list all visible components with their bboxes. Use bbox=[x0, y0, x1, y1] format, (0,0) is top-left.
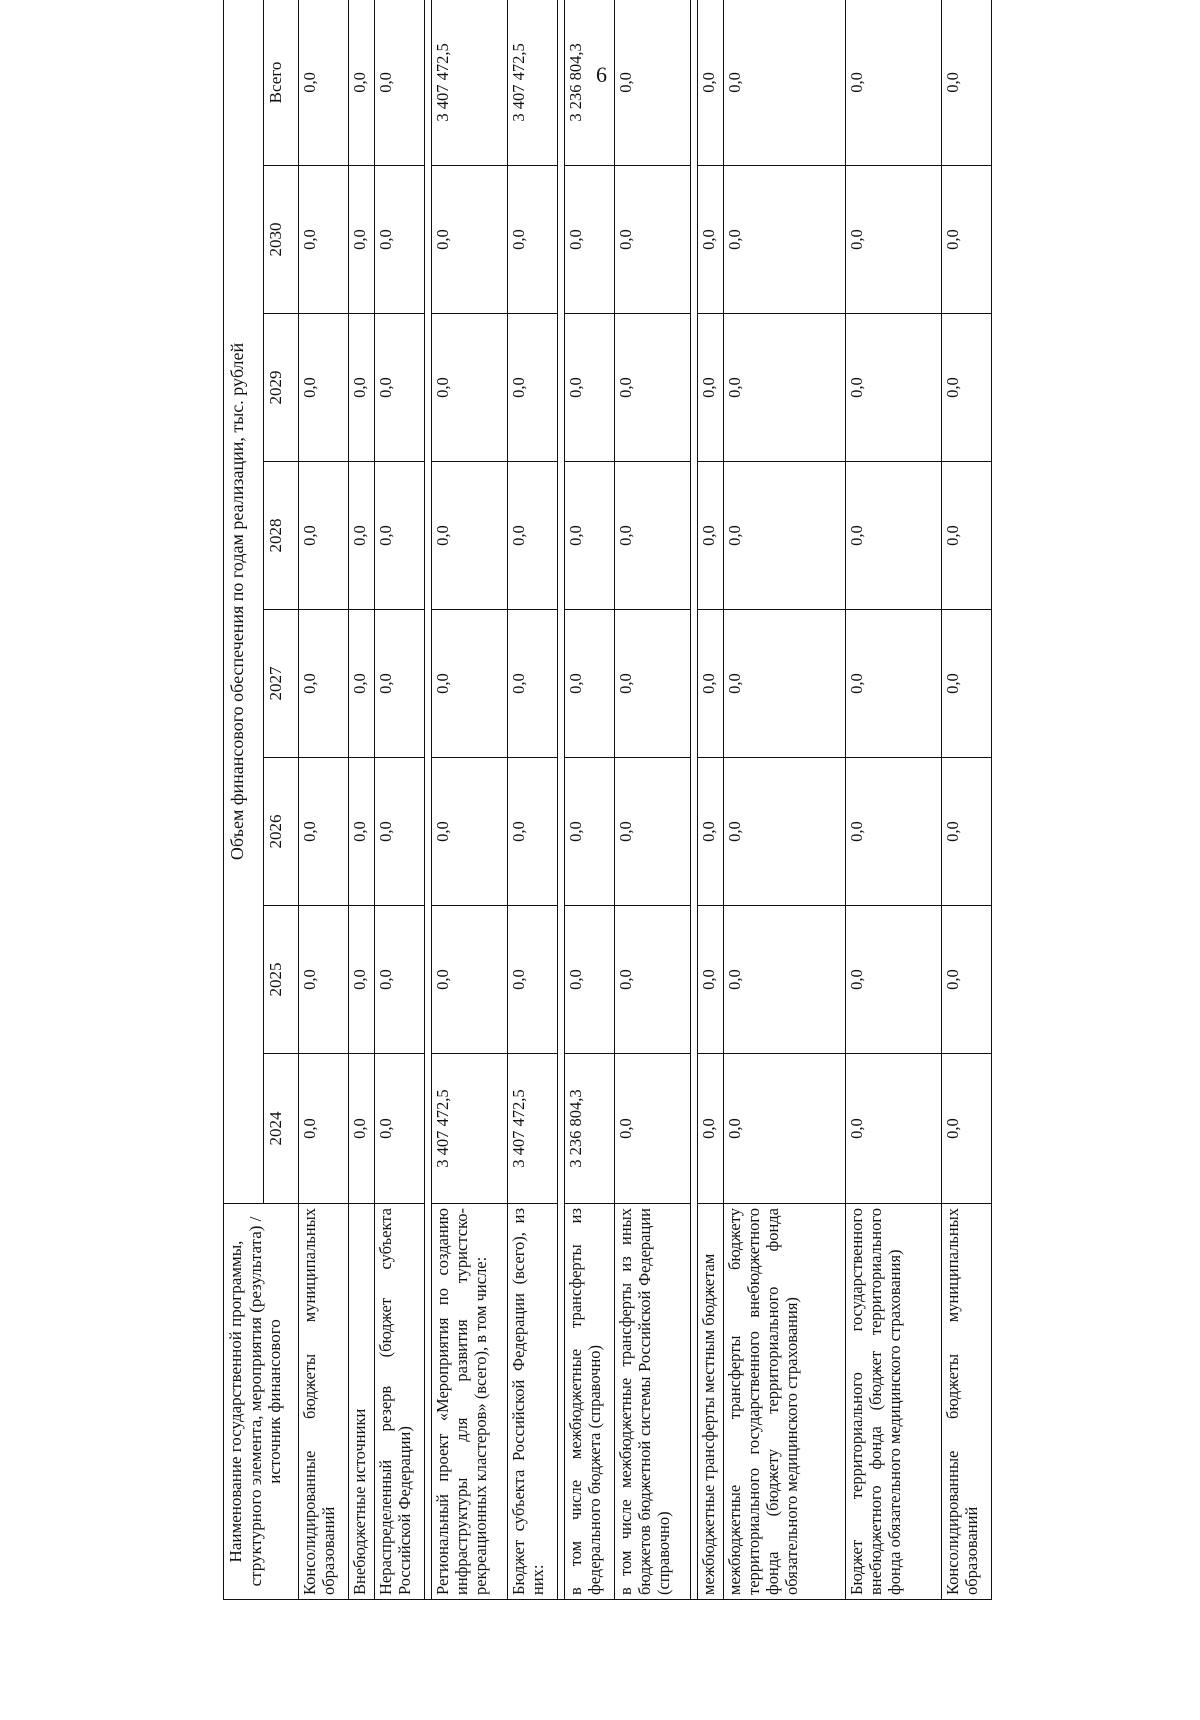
value-cell: 0,0 bbox=[299, 462, 349, 610]
value-cell: 0,0 bbox=[432, 462, 508, 610]
value-cell: 0,0 bbox=[299, 906, 349, 1054]
year-header-2025: 2025 bbox=[263, 906, 298, 1054]
value-cell: 0,0 bbox=[846, 610, 942, 758]
value-cell: 0,0 bbox=[698, 462, 724, 610]
value-cell: 0,0 bbox=[565, 906, 615, 1054]
value-cell: 0,0 bbox=[508, 166, 558, 314]
value-cell: 0,0 bbox=[615, 906, 691, 1054]
value-cell: 0,0 bbox=[698, 1054, 724, 1204]
value-cell: 0,0 bbox=[375, 462, 425, 610]
table-row bbox=[432, 0, 508, 1600]
value-cell: 0,0 bbox=[349, 314, 375, 462]
value-cell: 0,0 bbox=[942, 906, 992, 1054]
value-cell: 0,0 bbox=[698, 610, 724, 758]
value-cell: 0,0 bbox=[615, 166, 691, 314]
value-cell: 0,0 bbox=[299, 1054, 349, 1204]
value-cell: 0,0 bbox=[942, 462, 992, 610]
value-cell: 0,0 bbox=[349, 166, 375, 314]
table-row bbox=[942, 0, 992, 1600]
row-separator bbox=[425, 0, 432, 1600]
row-label: межбюджетные трансферты местным бюджетам bbox=[698, 1204, 724, 1600]
value-cell: 0,0 bbox=[375, 1054, 425, 1204]
value-cell: 0,0 bbox=[349, 906, 375, 1054]
value-cell: 0,0 bbox=[299, 758, 349, 906]
value-cell: 0,0 bbox=[432, 314, 508, 462]
value-cell: 0,0 bbox=[349, 758, 375, 906]
table-body bbox=[299, 0, 992, 1600]
value-cell: 0,0 bbox=[432, 906, 508, 1054]
value-cell: 0,0 bbox=[508, 314, 558, 462]
value-cell: 0,0 bbox=[565, 314, 615, 462]
value-cell: 0,0 bbox=[724, 758, 846, 906]
value-cell: 0,0 bbox=[615, 462, 691, 610]
row-label: межбюджетные трансферты бюджету территориального государственного внебюджетного фонда (бюджету территориального фонда обязательного медицинского страхования) bbox=[724, 1204, 846, 1600]
value-cell: 0,0 bbox=[942, 166, 992, 314]
value-cell: 0,0 bbox=[299, 610, 349, 758]
row-label: Нераспределенный резерв (бюджет субъекта Российской Федерации) bbox=[375, 1204, 425, 1600]
value-cell: 3 407 472,5 bbox=[508, 0, 558, 166]
value-cell: 0,0 bbox=[942, 758, 992, 906]
year-header-2028: 2028 bbox=[263, 462, 298, 610]
year-header-2027: 2027 bbox=[263, 610, 298, 758]
row-label: Региональный проект «Мероприятия по созданию инфраструктуры для развития туристско-рекреационных кластеров» (всего), в том числе: bbox=[432, 1204, 508, 1600]
table-row bbox=[698, 0, 724, 1600]
value-cell: 0,0 bbox=[299, 0, 349, 166]
value-cell: 0,0 bbox=[724, 314, 846, 462]
value-cell: 3 407 472,5 bbox=[508, 1054, 558, 1204]
row-separator bbox=[691, 0, 698, 1600]
value-cell: 0,0 bbox=[375, 0, 425, 166]
row-label: Бюджет территориального государственного внебюджетного фонда (бюджет территориального фонда обязательного медицинского страхования) bbox=[846, 1204, 942, 1600]
value-cell: 0,0 bbox=[508, 758, 558, 906]
value-cell: 0,0 bbox=[942, 610, 992, 758]
row-label: Консолидированные бюджеты муниципальных образований bbox=[299, 1204, 349, 1600]
value-cell: 0,0 bbox=[698, 758, 724, 906]
table-row bbox=[508, 0, 558, 1600]
year-header-2029: 2029 bbox=[263, 314, 298, 462]
value-cell: 0,0 bbox=[942, 1054, 992, 1204]
value-cell: 0,0 bbox=[375, 314, 425, 462]
value-cell: 3 236 804,3 bbox=[565, 0, 615, 166]
financing-table bbox=[223, 0, 992, 1600]
row-label: Консолидированные бюджеты муниципальных образований bbox=[942, 1204, 992, 1600]
value-cell: 0,0 bbox=[349, 610, 375, 758]
table-row bbox=[349, 0, 375, 1600]
value-cell: 0,0 bbox=[565, 758, 615, 906]
value-cell: 0,0 bbox=[846, 758, 942, 906]
year-header-2026: 2026 bbox=[263, 758, 298, 906]
value-cell: 0,0 bbox=[942, 314, 992, 462]
value-cell: 0,0 bbox=[508, 462, 558, 610]
value-cell: 0,0 bbox=[349, 462, 375, 610]
value-cell: 0,0 bbox=[375, 906, 425, 1054]
value-cell: 3 407 472,5 bbox=[432, 0, 508, 166]
value-cell: 0,0 bbox=[698, 166, 724, 314]
year-header-2030: 2030 bbox=[263, 166, 298, 314]
value-cell: 0,0 bbox=[724, 906, 846, 1054]
value-cell: 3 407 472,5 bbox=[432, 1054, 508, 1204]
table-row bbox=[299, 0, 349, 1600]
value-cell: 0,0 bbox=[615, 0, 691, 166]
value-cell: 0,0 bbox=[942, 0, 992, 166]
value-cell: 0,0 bbox=[724, 1054, 846, 1204]
value-cell: 0,0 bbox=[615, 314, 691, 462]
value-cell: 0,0 bbox=[565, 610, 615, 758]
rotated-table-container bbox=[223, 0, 1108, 1600]
value-cell: 0,0 bbox=[299, 166, 349, 314]
value-cell: 0,0 bbox=[724, 610, 846, 758]
value-cell: 0,0 bbox=[846, 462, 942, 610]
value-cell: 3 236 804,3 bbox=[565, 1054, 615, 1204]
table-row bbox=[565, 0, 615, 1600]
value-cell: 0,0 bbox=[846, 166, 942, 314]
value-cell: 0,0 bbox=[846, 906, 942, 1054]
table-row bbox=[375, 0, 425, 1600]
value-cell: 0,0 bbox=[724, 0, 846, 166]
row-label: в том числе межбюджетные трансферты из иных бюджетов бюджетной системы Российской Федерации (справочно) bbox=[615, 1204, 691, 1600]
value-cell: 0,0 bbox=[615, 758, 691, 906]
value-cell: 0,0 bbox=[432, 166, 508, 314]
value-cell: 0,0 bbox=[724, 166, 846, 314]
value-cell: 0,0 bbox=[565, 462, 615, 610]
value-cell: 0,0 bbox=[698, 0, 724, 166]
value-cell: 0,0 bbox=[508, 610, 558, 758]
value-cell: 0,0 bbox=[375, 166, 425, 314]
financing-group-header: Объем финансового обеспечения по годам реализации, тыс. рублей bbox=[224, 0, 264, 1204]
table-row bbox=[846, 0, 942, 1600]
value-cell: 0,0 bbox=[698, 314, 724, 462]
value-cell: 0,0 bbox=[615, 1054, 691, 1204]
value-cell: 0,0 bbox=[375, 610, 425, 758]
value-cell: 0,0 bbox=[724, 462, 846, 610]
value-cell: 0,0 bbox=[698, 906, 724, 1054]
value-cell: 0,0 bbox=[432, 610, 508, 758]
value-cell: 0,0 bbox=[846, 1054, 942, 1204]
value-cell: 0,0 bbox=[349, 1054, 375, 1204]
value-cell: 0,0 bbox=[432, 758, 508, 906]
value-cell: 0,0 bbox=[846, 0, 942, 166]
row-separator bbox=[558, 0, 565, 1600]
value-cell: 0,0 bbox=[565, 166, 615, 314]
value-cell: 0,0 bbox=[349, 0, 375, 166]
value-cell: 0,0 bbox=[615, 610, 691, 758]
page-number: 6 bbox=[596, 62, 607, 87]
row-label: Внебюджетные источники bbox=[349, 1204, 375, 1600]
year-header-total: Всего bbox=[263, 0, 298, 166]
value-cell: 0,0 bbox=[299, 314, 349, 462]
row-label: в том числе межбюджетные трансферты из федерального бюджета (справочно) bbox=[565, 1204, 615, 1600]
table-row bbox=[615, 0, 691, 1600]
value-cell: 0,0 bbox=[375, 758, 425, 906]
header-row-top bbox=[224, 0, 264, 1600]
value-cell: 0,0 bbox=[508, 906, 558, 1054]
row-label: Бюджет субъекта Российской Федерации (всего), из них: bbox=[508, 1204, 558, 1600]
name-column-header: Наименование государственной программы, структурного элемента, мероприятия (результата) / источник финансового bbox=[224, 1204, 299, 1600]
year-header-2024: 2024 bbox=[263, 1054, 298, 1204]
table-row bbox=[724, 0, 846, 1600]
value-cell: 0,0 bbox=[846, 314, 942, 462]
